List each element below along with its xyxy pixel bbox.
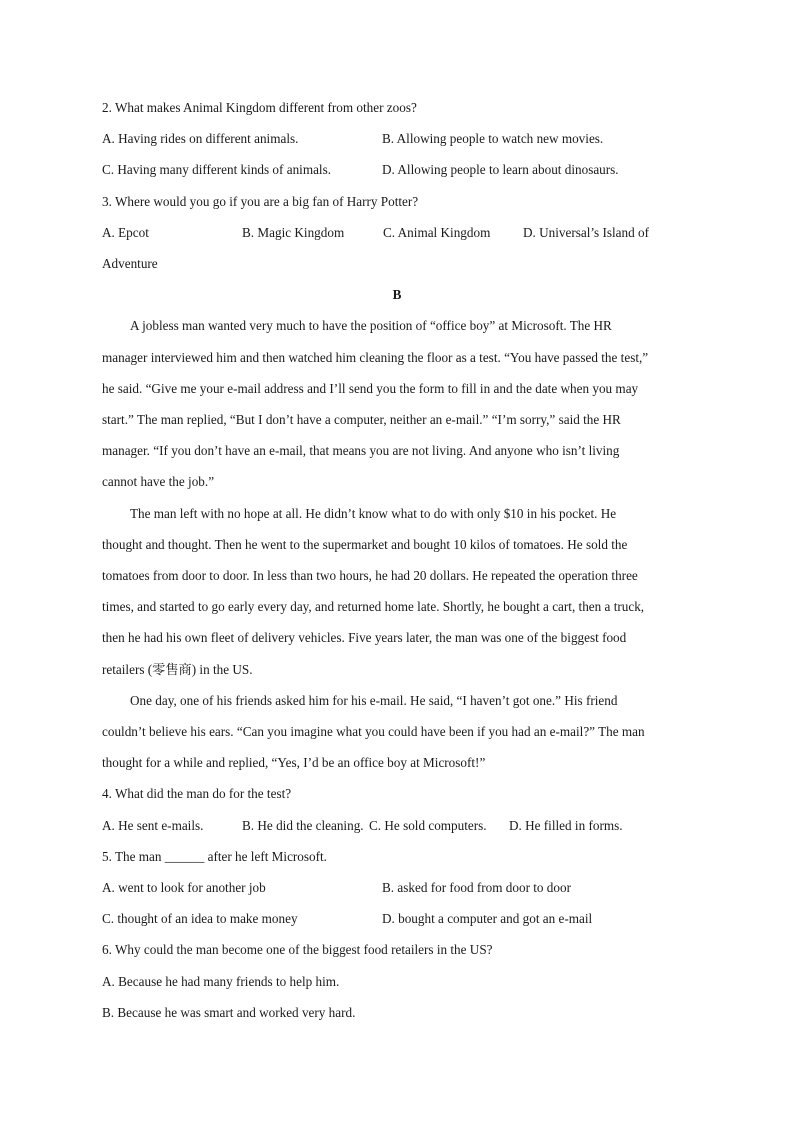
option-4a: A. He sent e-mails. (102, 817, 204, 833)
passage-line: retailers (零售商) in the US. (102, 661, 253, 677)
option-6a: A. Because he had many friends to help him. (102, 973, 340, 989)
passage-line: manager. “If you don’t have an e-mail, that means you are not living. And anyone who isn’t living (102, 443, 620, 459)
question-6-stem: 6. Why could the man become one of the biggest food retailers in the US? (102, 942, 493, 958)
passage-line: he said. “Give me your e-mail address and I’ll send you the form to fill in and the date when you may (102, 380, 639, 396)
passage-paragraph-3 (102, 685, 692, 779)
question-2-options-row-2 (102, 154, 692, 185)
option-3d: D. Universal’s Island of (523, 224, 649, 240)
section-b-heading: B (392, 287, 402, 303)
option-2d: D. Allowing people to learn about dinosaurs. (382, 162, 619, 178)
option-3b: B. Magic Kingdom (242, 224, 345, 240)
passage-line: start.” The man replied, “But I don’t have a computer, neither an e-mail.” “I’m sorry,” said the HR (102, 412, 621, 428)
passage-line: times, and started to go early every day, and returned home late. Shortly, he bought a cart, then a truck, (102, 599, 645, 615)
passage-line: thought and thought. Then he went to the supermarket and bought 10 kilos of tomatoes. He sold the (102, 536, 628, 552)
option-2c: C. Having many different kinds of animals. (102, 162, 332, 178)
option-5a: A. went to look for another job (102, 880, 266, 896)
option-6b: B. Because he was smart and worked very hard. (102, 1004, 356, 1020)
option-4d: D. He filled in forms. (509, 817, 623, 833)
question-3-options-row (102, 217, 692, 248)
option-3a: A. Epcot (102, 224, 149, 240)
question-4-options-row (102, 810, 692, 841)
passage-line: The man left with no hope at all. He didn’t know what to do with only $10 in his pocket. He (130, 505, 617, 521)
option-5c: C. thought of an idea to make money (102, 911, 298, 927)
passage-line: couldn’t believe his ears. “Can you imagine what you could have been if you had an e-mail?” The man (102, 724, 645, 740)
option-2a: A. Having rides on different animals. (102, 131, 299, 147)
question-3-stem: 3. Where would you go if you are a big fan of Harry Potter? (102, 193, 419, 209)
question-2-stem: 2. What makes Animal Kingdom different from other zoos? (102, 100, 417, 115)
option-4c: C. He sold computers. (369, 817, 487, 833)
passage-paragraph-2 (102, 498, 692, 685)
option-5d: D. bought a computer and got an e-mail (382, 911, 593, 927)
passage-line: then he had his own fleet of delivery vehicles. Five years later, the man was one of the biggest food (102, 630, 627, 646)
passage-line: cannot have the job.” (102, 474, 215, 490)
option-4b: B. He did the cleaning. (242, 817, 364, 833)
question-2-options-row-1 (102, 123, 692, 154)
passage-line: tomatoes from door to door. In less than two hours, he had 20 dollars. He repeated the operation three (102, 568, 638, 584)
passage-line: manager interviewed him and then watched him cleaning the floor as a test. “You have passed the test,” (102, 349, 649, 365)
question-5-options-row-1 (102, 872, 692, 903)
question-5-options-row-2 (102, 903, 692, 934)
document-page (102, 92, 692, 1028)
passage-line: One day, one of his friends asked him for his e-mail. He said, “I haven’t got one.” His friend (130, 692, 618, 708)
question-5-stem: 5. The man ______ after he left Microsoft. (102, 848, 327, 864)
option-2b: B. Allowing people to watch new movies. (382, 131, 604, 147)
option-5b: B. asked for food from door to door (382, 880, 571, 896)
question-4-stem: 4. What did the man do for the test? (102, 786, 292, 802)
option-3d-continuation: Adventure (102, 256, 158, 272)
option-3c: C. Animal Kingdom (383, 224, 491, 240)
passage-paragraph-1 (102, 310, 692, 497)
passage-line: A jobless man wanted very much to have the position of “office boy” at Microsoft. The HR (130, 318, 612, 334)
passage-line: thought for a while and replied, “Yes, I’d be an office boy at Microsoft!” (102, 755, 486, 771)
